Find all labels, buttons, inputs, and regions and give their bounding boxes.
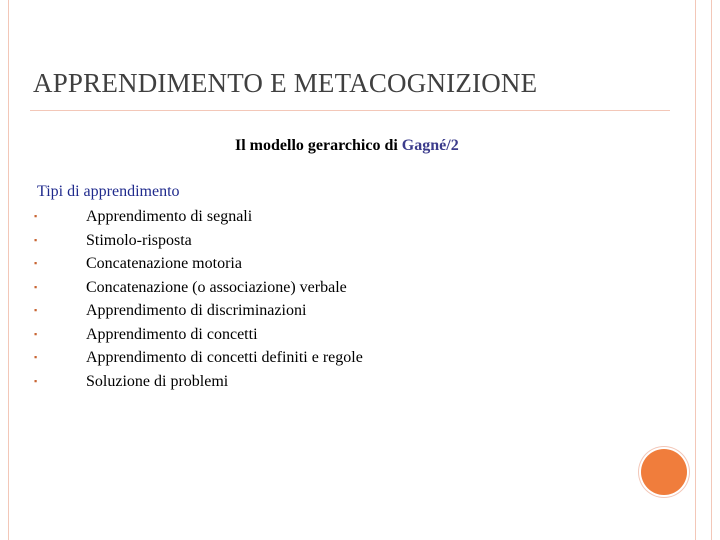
list-item-text: Stimolo-risposta	[86, 231, 192, 249]
subtitle-accent: Gagné/2	[401, 137, 459, 154]
bullet-icon: ▪	[34, 211, 38, 221]
bullet-icon: ▪	[34, 352, 38, 362]
bullet-icon: ▪	[34, 258, 38, 268]
slide-frame-inner-line	[695, 0, 696, 540]
bullet-icon: ▪	[34, 281, 38, 292]
title-divider	[30, 110, 670, 111]
list-item-text: Concatenazione motoria	[86, 255, 242, 272]
bullet-icon: ▪	[34, 375, 38, 386]
slide-title: APPRENDIMENTO E METACOGNIZIONE	[33, 68, 538, 98]
list-item-text: Apprendimento di concetti definiti e regole	[86, 349, 363, 366]
bullet-icon: ▪	[34, 328, 38, 339]
list-item-text: Apprendimento di discriminazioni	[86, 302, 307, 319]
section-heading: Tipi di apprendimento	[37, 183, 180, 200]
list-item-text: Apprendimento di concetti	[86, 325, 258, 343]
slide-subtitle	[235, 137, 459, 155]
list-item-text: Concatenazione (o associazione) verbale	[86, 278, 347, 296]
list-item-text: Apprendimento di segnali	[86, 208, 253, 225]
subtitle-prefix: Il modello gerarchico di	[235, 137, 402, 154]
decorative-circle-icon	[641, 449, 687, 495]
bullet-icon: ▪	[34, 305, 38, 315]
list-item-text: Soluzione di problemi	[86, 372, 229, 390]
bullet-icon: ▪	[34, 234, 38, 245]
